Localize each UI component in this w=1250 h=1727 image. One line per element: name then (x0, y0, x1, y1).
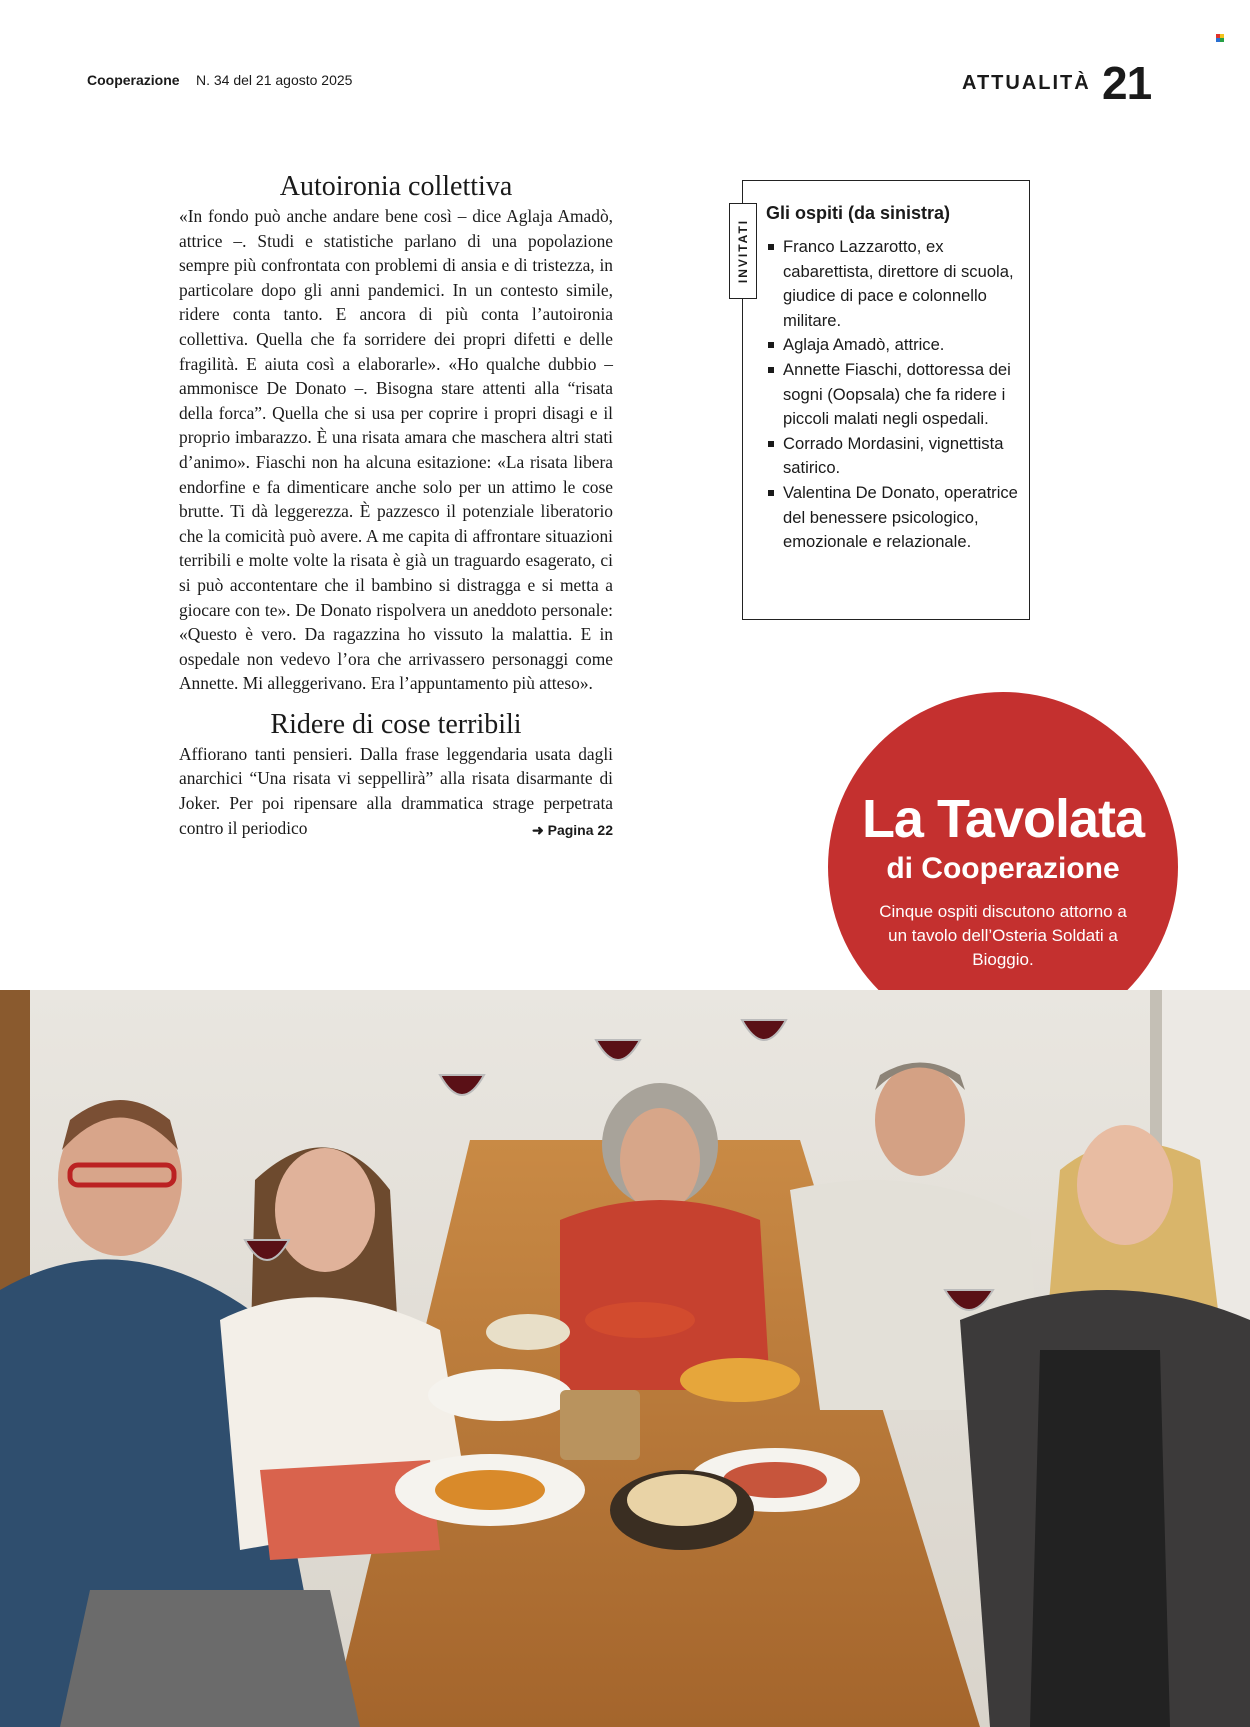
guest-list-title: Gli ospiti (da sinistra) (766, 203, 951, 223)
issue-info: N. 34 del 21 agosto 2025 (196, 72, 353, 88)
continued-link[interactable]: ➜ Pagina 22 (532, 821, 613, 838)
badge-title: La Tavolata (861, 789, 1145, 849)
list-item: Corrado Mordasini, vignettista satirico. (766, 432, 1024, 481)
list-item: Aglaja Amadò, attrice. (766, 333, 1024, 358)
group-photo (0, 990, 1250, 1727)
guest-list (766, 235, 1024, 555)
list-item: Valentina De Donato, operatrice del benessere psicologico, emozionale e relazionale. (766, 481, 1024, 555)
page-header (0, 0, 1250, 130)
article-paragraph-2-text: Affiorano tanti pensieri. Dalla frase leggendaria usata dagli anarchici “Una risata vi seppellirà” alla risata disarmante di Joker. Per poi ripensare alla drammatica strage perpetrata contro il periodico (179, 743, 613, 838)
badge-description: Cinque ospiti discutono attorno a un tavolo dell’Osteria Soldati a Bioggio. (879, 902, 1127, 969)
guest-list-box (736, 180, 1030, 620)
article-paragraph-1: «In fondo può anche andare bene così – dice Aglaja Amadò, attrice –. Studi e statistiche parlano di una popolazione sempre più confrontata con problemi di ansia e di tristezza, in particolare dopo gli anni pandemici. In un contesto simile, ridere conta tanto. E ancora di più conta l’autoironia collettiva. Quella che fa sorridere dei propri difetti e delle fragilità. E aiuta così a elaborarle». «Ho qualche dubbio – ammonisce De Donato –. Bisogna stare attenti alla “risata della forca”. Quella che si usa per coprire i propri disagi e il proprio imbarazzo. È una risata amara che maschera altri stati d’animo». Fiaschi non ha alcuna esitazione: «La risata libera endorfine e fa dimenticare anche solo per un attimo le cose brutte. Ti dà leggerezza. È pazzesco il potenziale liberatorio che la comicità può avere. A me capita di affrontare situazioni terribili e molte volte la risata è già un traguardo esagerato, ci si può accontentare che il bambino si distragga e si metta a giocare con te». De Donato rispolvera un aneddoto personale: «Questo è vero. Da ragazzina ho vissuto la malattia. E in ospedale non vedevo l’ora che arrivassero personaggi come Annette. Mi alleggerivano. Era l’appuntamento più atteso». (179, 206, 613, 694)
article-paragraph-2 (179, 742, 613, 840)
section-label: ATTUALITÀ (962, 72, 1091, 94)
subhead-autoironia: Autoironia collettiva (279, 171, 513, 202)
subhead-ridere: Ridere di cose terribili (270, 708, 522, 740)
badge-subtitle: di Cooperazione (886, 852, 1120, 885)
guest-tag (729, 203, 757, 299)
list-item: Franco Lazzarotto, ex cabarettista, direttore di scuola, giudice di pace e colonnello militare. (766, 235, 1024, 333)
article-column (179, 170, 613, 842)
guest-tag-label: INVITATI (736, 218, 750, 284)
publication-name: Cooperazione (87, 72, 180, 88)
page-number: 21 (1102, 57, 1152, 109)
list-item: Annette Fiaschi, dottoressa dei sogni (Oopsala) che fa ridere i piccoli malati negli ospedali. (766, 358, 1024, 432)
registration-marks-icon (1216, 34, 1224, 42)
group-photo-illustration (0, 990, 1250, 1727)
